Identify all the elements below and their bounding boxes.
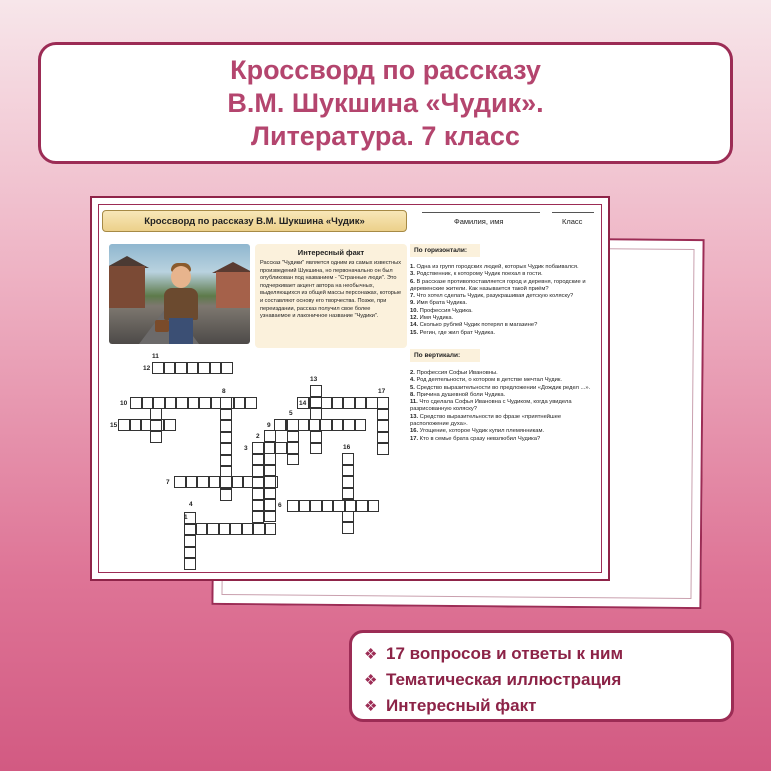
crossword-cell[interactable]	[343, 419, 355, 431]
clue-item	[410, 279, 600, 294]
crossword-cell[interactable]	[333, 500, 345, 512]
crossword-number: 8	[222, 388, 226, 395]
clue-text: В рассказе противопоставляется город и деревня, городские и деревенские жители. Как называется такой приём?	[410, 278, 586, 292]
crossword-cell[interactable]	[265, 523, 277, 535]
clue-text: Средство выразительности во фразе «приятнейшее расположение духа».	[410, 413, 562, 428]
crossword-cell[interactable]	[287, 442, 299, 454]
clue-text: Имя Чудика.	[419, 315, 454, 322]
clue-number: 14.	[410, 322, 420, 329]
crossword-cell[interactable]	[252, 465, 264, 477]
fact-text: Рассказ "Чудики" является одним из самых известных произведений Шукшина, но первоначально он был опубликован под названием - "Странные люди". Это подчеркивает акцент автора на необычных, выделяющихся из общей массы персонажах, которые и составляют основу его творчества. Позже, при переиздании, рассказ получил свое более узнаваемое и лаконичное название "Чудики".	[260, 260, 402, 320]
crossword-cell[interactable]	[287, 431, 299, 443]
crossword-number: 11	[152, 353, 159, 360]
crossword-cell[interactable]	[164, 362, 176, 374]
crossword-cell[interactable]	[252, 500, 264, 512]
name-line	[422, 212, 540, 213]
crossword-cell[interactable]	[153, 397, 165, 409]
clue-text: Средство выразительности во предложении «Дождик редел ...».	[416, 384, 591, 391]
feature-text: 17 вопросов и ответы к ним	[386, 644, 624, 663]
crossword-cell[interactable]	[210, 362, 222, 374]
diamond-icon: ❖	[364, 672, 378, 689]
crossword-cell[interactable]	[264, 488, 276, 500]
class-label: Класс	[562, 217, 583, 226]
clue-number: 3.	[410, 271, 417, 278]
clue-text: Одна из групп городских людей, которых Чудик побаивался.	[416, 264, 579, 270]
crossword-cell[interactable]	[368, 500, 380, 512]
horizontal-clues	[410, 264, 600, 337]
crossword-cell[interactable]	[142, 397, 154, 409]
clue-text: Регин, где жил брат Чудика.	[419, 329, 496, 336]
clue-item	[410, 399, 600, 414]
crossword-cell[interactable]	[332, 419, 344, 431]
crossword-cell[interactable]	[310, 397, 322, 409]
clue-item	[410, 414, 600, 429]
clue-item	[410, 308, 600, 315]
crossword-cell[interactable]	[232, 476, 244, 488]
crossword-cell[interactable]	[310, 408, 322, 420]
crossword-cell[interactable]	[198, 362, 210, 374]
clue-item	[410, 428, 600, 435]
crossword-cell[interactable]	[150, 420, 162, 432]
crossword-cell[interactable]	[355, 419, 367, 431]
class-line	[552, 212, 594, 213]
crossword-cell[interactable]	[118, 419, 130, 431]
crossword-cell[interactable]	[264, 430, 276, 442]
crossword-cell[interactable]	[176, 397, 188, 409]
clue-item	[410, 436, 600, 443]
crossword-cell[interactable]	[209, 476, 221, 488]
crossword-cell[interactable]	[342, 476, 354, 488]
horizontal-heading: По горизонтали:	[410, 244, 480, 257]
clue-number: 11.	[410, 399, 420, 406]
clue-text: Имя брата Чудика.	[416, 300, 468, 307]
crossword-number: 7	[166, 479, 170, 486]
crossword-cell[interactable]	[197, 476, 209, 488]
crossword-number: 13	[310, 376, 318, 383]
clue-number: 10.	[410, 307, 420, 314]
crossword-cell[interactable]	[320, 419, 332, 431]
clue-number: 5.	[410, 384, 417, 391]
crossword-cell[interactable]	[184, 535, 196, 547]
feature-item	[364, 693, 721, 719]
title-line-2: В.М. Шукшина «Чудик».	[227, 87, 544, 118]
crossword-cell[interactable]	[220, 432, 232, 444]
crossword-cell[interactable]	[207, 523, 219, 535]
clue-number: 2.	[410, 369, 417, 376]
crossword-cell[interactable]	[220, 455, 232, 467]
crossword-number: 1	[184, 514, 188, 521]
crossword-cell[interactable]	[184, 524, 196, 536]
crossword-cell[interactable]	[220, 409, 232, 421]
clue-text: Профессия Чудика.	[419, 307, 473, 314]
clue-item	[410, 271, 600, 278]
crossword-cell[interactable]	[264, 442, 276, 454]
crossword-number: 15	[110, 422, 118, 429]
title-line-1: Кроссворд по рассказу	[230, 54, 541, 85]
crossword-cell[interactable]	[275, 442, 287, 454]
crossword-cell[interactable]	[264, 453, 276, 465]
crossword-cell[interactable]	[287, 500, 299, 512]
clue-item	[410, 392, 600, 399]
crossword-number: 6	[278, 502, 282, 509]
clue-item	[410, 322, 600, 329]
crossword-cell[interactable]	[310, 385, 322, 397]
crossword-cell[interactable]	[221, 362, 233, 374]
crossword-cell[interactable]	[366, 397, 378, 409]
crossword-cell[interactable]	[322, 500, 334, 512]
crossword-cell[interactable]	[252, 454, 264, 466]
crossword-number: 2	[256, 433, 260, 440]
fact-title: Интересный факт	[297, 248, 365, 257]
crossword-cell[interactable]	[242, 523, 254, 535]
vertical-clues	[410, 370, 600, 443]
crossword-cell[interactable]	[332, 397, 344, 409]
crossword-cell[interactable]	[264, 511, 276, 523]
diamond-icon: ❖	[364, 698, 378, 715]
crossword-cell[interactable]	[252, 442, 264, 454]
crossword-cell[interactable]	[264, 465, 276, 477]
crossword-cell[interactable]	[377, 432, 389, 444]
crossword-cell[interactable]	[150, 431, 162, 443]
clue-number: 7.	[410, 293, 417, 300]
name-label: Фамилия, имя	[454, 217, 504, 226]
crossword-cell[interactable]	[342, 465, 354, 477]
crossword-number: 10	[120, 400, 128, 407]
crossword-cell[interactable]	[220, 420, 232, 432]
clue-number: 6.	[410, 278, 417, 285]
crossword-cell[interactable]	[252, 488, 264, 500]
clue-item	[410, 264, 600, 271]
feature-item	[364, 641, 721, 667]
feature-item	[364, 667, 721, 693]
crossword-cell[interactable]	[342, 522, 354, 534]
crossword-number: 16	[343, 444, 351, 451]
crossword-number: 12	[143, 365, 151, 372]
crossword-number: 5	[289, 410, 293, 417]
crossword-cell[interactable]	[234, 397, 246, 409]
title-line-3: Литература. 7 класс	[251, 120, 520, 151]
crossword-cell[interactable]	[252, 511, 264, 523]
crossword-cell[interactable]	[165, 397, 177, 409]
crossword-cell[interactable]	[199, 397, 211, 409]
crossword-cell[interactable]	[130, 397, 142, 409]
crossword-number: 14	[299, 400, 307, 407]
front-worksheet-page	[90, 196, 610, 581]
clue-item	[410, 293, 600, 300]
crossword-cell[interactable]	[220, 489, 232, 501]
crossword-cell[interactable]	[310, 500, 322, 512]
vertical-heading: По вертикали:	[410, 349, 480, 362]
diamond-icon: ❖	[364, 646, 378, 663]
crossword-cell[interactable]	[274, 419, 286, 431]
crossword-cell[interactable]	[377, 420, 389, 432]
crossword-cell[interactable]	[253, 523, 265, 535]
crossword-cell[interactable]	[377, 397, 389, 409]
clue-text: Кто в семье брата сразу невзлюбил Чудика?	[419, 435, 541, 442]
clue-text: Угощение, которое Чудик купил племянникам.	[419, 428, 545, 435]
crossword-cell[interactable]	[187, 362, 199, 374]
crossword-cell[interactable]	[320, 397, 332, 409]
crossword-cell[interactable]	[297, 419, 309, 431]
clue-text: Сколько рублей Чудик потерял в магазине?	[419, 322, 538, 329]
crossword-cell[interactable]	[252, 477, 264, 489]
clue-text: Что сделала Софья Ивановна с Чудиком, когда увидела разрисованную коляску?	[410, 399, 572, 413]
clue-number: 9.	[410, 300, 417, 307]
clue-number: 13.	[410, 413, 420, 420]
clue-text: Профессия Софьи Ивановны.	[416, 369, 498, 376]
crossword-cell[interactable]	[310, 443, 322, 455]
crossword-cell[interactable]	[342, 488, 354, 500]
clue-item	[410, 377, 600, 384]
crossword-cell[interactable]	[264, 499, 276, 511]
clue-text: Родственник, к которому Чудик поехал в гости.	[416, 271, 543, 278]
clue-item	[410, 385, 600, 392]
crossword-number: 17	[378, 388, 386, 395]
crossword-cell[interactable]	[130, 419, 142, 431]
crossword-number: 3	[244, 445, 248, 452]
clue-number: 12.	[410, 315, 420, 322]
crossword-cell[interactable]	[150, 408, 162, 420]
crossword-cell[interactable]	[152, 362, 164, 374]
crossword-cell[interactable]	[220, 476, 232, 488]
crossword-cell[interactable]	[309, 419, 321, 431]
crossword-cell[interactable]	[220, 443, 232, 455]
worksheet-banner-title: Кроссворд по рассказу В.М. Шукшина «Чудик»	[102, 210, 407, 232]
clues-column	[410, 244, 600, 443]
crossword-cell[interactable]	[219, 523, 231, 535]
feature-text: Тематическая иллюстрация	[386, 670, 622, 689]
crossword-number: 9	[267, 422, 271, 429]
clue-number: 15.	[410, 329, 420, 336]
crossword-cell[interactable]	[184, 547, 196, 559]
clue-text: Род деятельности, о котором в детстве мечтал Чудик.	[416, 377, 563, 384]
crossword-cell[interactable]	[342, 511, 354, 523]
crossword-cell[interactable]	[230, 523, 242, 535]
crossword-cell[interactable]	[377, 409, 389, 421]
clue-item	[410, 300, 600, 307]
clue-text: Что хотел сделать Чудик, разукрашивая детскую коляску?	[416, 293, 574, 300]
crossword-cell[interactable]	[174, 476, 186, 488]
clue-text: Причина душевной боли Чудика.	[416, 391, 506, 398]
crossword-cell[interactable]	[355, 397, 367, 409]
crossword-cell[interactable]	[343, 397, 355, 409]
crossword-cell[interactable]	[245, 397, 257, 409]
feature-text: Интересный факт	[386, 696, 537, 715]
crossword-cell[interactable]	[220, 397, 232, 409]
clue-number: 17.	[410, 435, 420, 442]
crossword-cell[interactable]	[310, 431, 322, 443]
clue-item	[410, 330, 600, 337]
features-card	[349, 630, 734, 722]
crossword-cell[interactable]	[164, 419, 176, 431]
crossword-cell[interactable]	[188, 397, 200, 409]
crossword-cell[interactable]	[342, 453, 354, 465]
crossword-number: 4	[189, 501, 193, 508]
crossword-cell[interactable]	[264, 476, 276, 488]
crossword-cell[interactable]	[299, 500, 311, 512]
clue-item	[410, 370, 600, 377]
crossword-cell[interactable]	[287, 419, 299, 431]
crossword-cell[interactable]	[184, 558, 196, 570]
crossword-cell[interactable]	[287, 454, 299, 466]
clue-number: 8.	[410, 391, 417, 398]
clue-number: 1.	[410, 264, 417, 270]
crossword-cell[interactable]	[186, 476, 198, 488]
clue-number: 4.	[410, 377, 417, 384]
crossword-cell[interactable]	[345, 500, 357, 512]
crossword-cell[interactable]	[175, 362, 187, 374]
crossword-cell[interactable]	[377, 443, 389, 455]
crossword-cell[interactable]	[196, 523, 208, 535]
crossword-cell[interactable]	[356, 500, 368, 512]
crossword-grid	[92, 198, 412, 578]
title-card	[38, 42, 733, 164]
clue-number: 16.	[410, 428, 420, 435]
